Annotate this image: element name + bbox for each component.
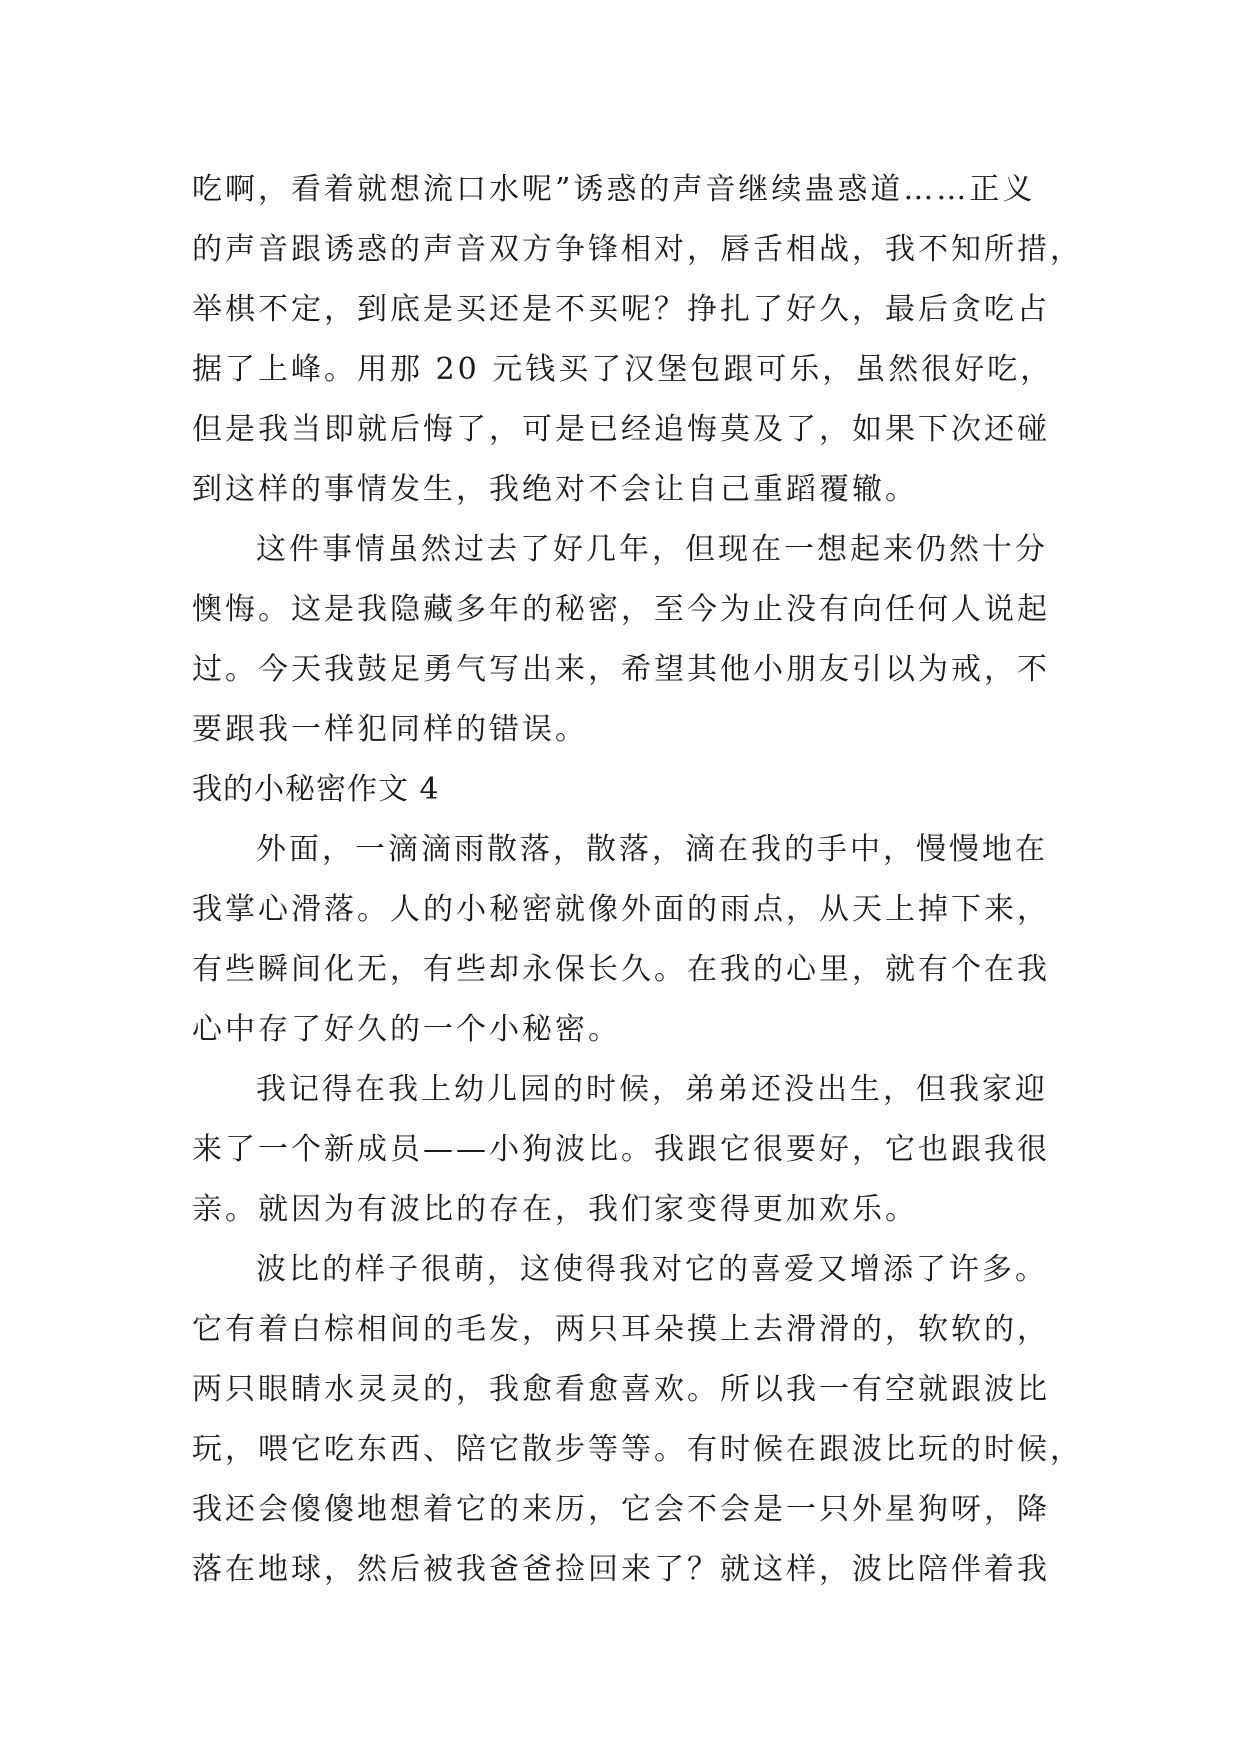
text-line: 落在地球，然后被我爸爸捡回来了？就这样，波比陪伴着我 [192, 1552, 1050, 1587]
text-line: 我还会傻傻地想着它的来历，它会不会是一只外星狗呀，降 [192, 1492, 1050, 1527]
text-line: 有些瞬间化无，有些却永保长久。在我的心里，就有个在我 [192, 952, 1050, 987]
text-line: 要跟我一样犯同样的错误。 [192, 712, 588, 747]
text-line: 心中存了好久的一个小秘密。 [192, 1012, 621, 1047]
text-line: 过。今天我鼓足勇气写出来，希望其他小朋友引以为戒，不 [192, 652, 1050, 687]
text-line: 的声音跟诱惑的声音双方争锋相对，唇舌相战，我不知所措， [192, 232, 1083, 267]
text-line: 我记得在我上幼儿园的时候，弟弟还没出生，但我家迎 [256, 1072, 1048, 1107]
text-line: 来了一个新成员——小狗波比。我跟它很要好，它也跟我很 [192, 1132, 1050, 1167]
text-line: 举棋不定，到底是买还是不买呢？挣扎了好久，最后贪吃占 [192, 292, 1050, 327]
section-heading [192, 760, 1052, 820]
text-line: 波比的样子很萌，这使得我对它的喜爱又增添了许多。 [256, 1252, 1048, 1287]
text-line: 据了上峰。用那 20 元钱买了汉堡包跟可乐，虽然很好吃， [192, 352, 1054, 387]
document-body [192, 160, 1083, 1600]
text-line: 我掌心滑落。人的小秘密就像外面的雨点，从天上掉下来， [192, 892, 1050, 927]
text-line: 它有着白棕相间的毛发，两只耳朵摸上去滑滑的，软软的， [192, 1312, 1050, 1347]
text-line: 吃啊，看着就想流口水呢”诱惑的声音继续蛊惑道……正义 [192, 172, 1036, 207]
text-line: 亲。就因为有波比的存在，我们家变得更加欢乐。 [192, 1192, 918, 1227]
text-line: 两只眼睛水灵灵的，我愈看愈喜欢。所以我一有空就跟波比 [192, 1372, 1050, 1407]
paragraph [192, 1060, 1052, 1240]
heading-text: 我的小秘密作文 4 [192, 772, 440, 807]
paragraph [192, 820, 1052, 1060]
text-line: 玩，喂它吃东西、陪它散步等等。有时候在跟波比玩的时候， [192, 1432, 1083, 1467]
text-line: 这件事情虽然过去了好几年，但现在一想起来仍然十分 [256, 532, 1048, 567]
paragraph-continued [192, 160, 1083, 520]
text-line: 外面，一滴滴雨散落，散落，滴在我的手中，慢慢地在 [256, 832, 1048, 867]
text-line: 但是我当即就后悔了，可是已经追悔莫及了，如果下次还碰 [192, 412, 1050, 447]
paragraph [192, 520, 1052, 760]
paragraph [192, 1240, 1083, 1600]
text-line: 懊悔。这是我隐藏多年的秘密，至今为止没有向任何人说起 [192, 592, 1050, 627]
text-line: 到这样的事情发生，我绝对不会让自己重蹈覆辙。 [192, 472, 918, 507]
